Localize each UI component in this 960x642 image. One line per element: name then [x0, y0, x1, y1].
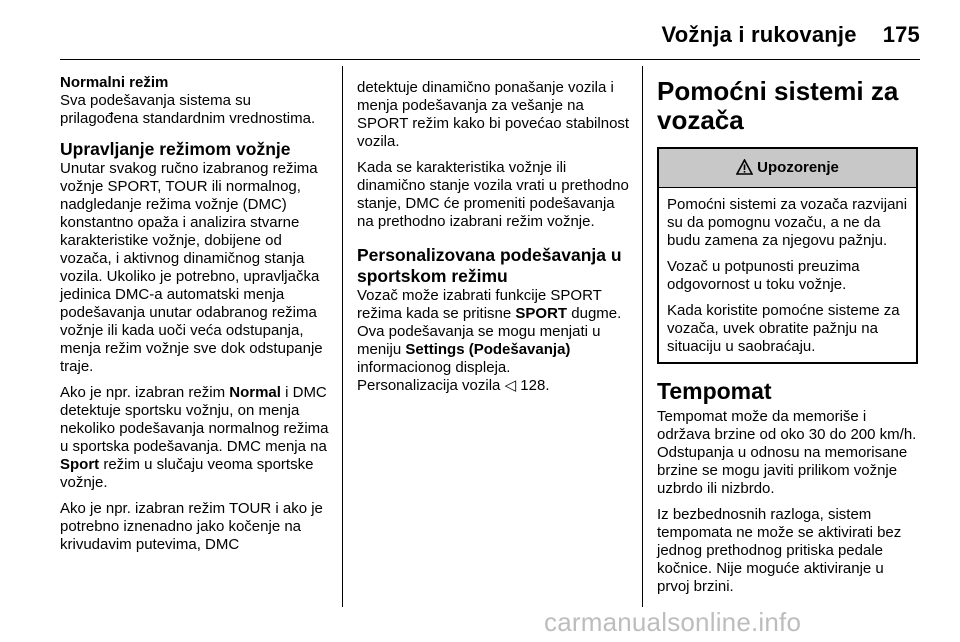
- warning-title: Upozorenje: [757, 159, 839, 176]
- page-number: 175: [882, 22, 920, 47]
- tempomat-paragraph-1: Tempomat može da memoriše i održava brzine od oko 30 do 200 km/h. Odstupanja u odnosu na memorisane brzine se mogu javiti prilikom vožnje uzbrdo ili nizbrdo.: [657, 408, 917, 497]
- warning-header: [659, 149, 916, 188]
- column-1: [60, 74, 332, 562]
- drive-mode-paragraph-1: Unutar svakog ručno izabranog režima vožnje SPORT, TOUR ili normalnog, nadgledanje režima vožnje (DMC) konstantno opaža i analizira stvarne karakteristike vožnje, dobijene od vozača, i aktivnog dinamičnog stanja vozila. Ukoliko je potrebno, upravljačka jedinica DMC-a automatski menja podešavanja unutar odabranog režima vožnje ili kada uoči veća odstupanja, menja režim vožnje sve dok odstupanje traje.: [60, 160, 323, 375]
- text-run: Personalizacija vozila: [357, 377, 505, 394]
- drive-mode-paragraph-2: [60, 384, 332, 492]
- warning-triangle-icon: [736, 159, 753, 175]
- personalized-settings-paragraph: [357, 287, 632, 377]
- text-run: i DMC detektuje sportsku vožnju, on menja nekoliko podešavanja normalnog režima u sportska podešavanja. DMC menja na: [60, 384, 329, 455]
- column-2: [357, 79, 632, 403]
- text-run: Vozač može izabrati funkcije SPORT režima kada se pritisne: [357, 287, 602, 322]
- vehicle-personalization-reference: [357, 377, 632, 395]
- tempomat-paragraph-2: Iz bezbednosnih razloga, sistem tempomata ne može se aktivirati bez jednog prethodnog pritiska pedale kočnice. Nije moguće aktiviranje u prvoj brzini.: [657, 506, 902, 595]
- sport-button-label: SPORT: [515, 305, 568, 322]
- page-reference-icon: ◁: [504, 377, 517, 394]
- column-2-paragraph-1: detektuje dinamično ponašanje vozila i menja podešavanja za vešanje na SPORT režim kako bi povećao stabilnost vozila.: [357, 79, 630, 150]
- drive-mode-paragraph-3: Ako je npr. izabran režim TOUR i ako je potrebno iznenadno jako kočenje na krivudavim putevima, DMC: [60, 500, 323, 553]
- page-header: [662, 22, 920, 48]
- header-divider: [60, 59, 920, 60]
- column-2-paragraph-2: Kada se karakteristika vožnje ili dinamično stanje vozila vrati u prethodno stanje, DMC će promeniti podešavanja na prethodno izabrani režim vožnje.: [357, 159, 629, 230]
- page-title: Vožnja i rukovanje: [661, 22, 857, 47]
- warning-paragraph-1: Pomoćni sistemi za vozača razvijani su da pomognu vozaču, a ne da budu zamena za njegovu pažnju.: [667, 196, 908, 249]
- watermark: carmanualsonline.info: [544, 607, 802, 637]
- settings-menu-label: Settings (Podešavanja): [405, 341, 571, 358]
- drive-mode-heading: Upravljanje režimom vožnje: [60, 139, 291, 159]
- driver-assistance-heading: Pomoćni sistemi za vozača: [657, 76, 899, 135]
- sport-mode-label: Sport: [60, 456, 100, 473]
- page-reference-number: 128.: [516, 377, 550, 394]
- personalized-settings-heading: Personalizovana podešavanja u sportskom režimu: [357, 245, 622, 286]
- column-divider-1: [342, 66, 343, 607]
- normal-mode-heading: Normalni režim: [60, 74, 169, 91]
- text-run: dugme. Ova podešavanja se mogu menjati u meniju: [357, 305, 622, 358]
- warning-paragraph-2: Vozač u potpunosti preuzima odgovornost u toku vožnje.: [667, 258, 860, 293]
- column-divider-2: [642, 66, 643, 607]
- text-run: Ako je npr. izabran režim: [60, 384, 230, 401]
- warning-paragraph-3: Kada koristite pomoćne sisteme za vozača, uvek obratite pažnju na situaciju u saobraćaju.: [667, 302, 900, 355]
- tempomat-heading: Tempomat: [657, 378, 772, 404]
- normal-mode-text: Sva podešavanja sistema su prilagođena standardnim vrednostima.: [60, 92, 316, 127]
- column-3: [657, 77, 920, 604]
- warning-body: [659, 188, 916, 362]
- text-run: režim u slučaju veoma sportske vožnje.: [60, 456, 314, 491]
- normal-mode-label: Normal: [229, 384, 281, 401]
- warning-box: [657, 147, 918, 364]
- text-run: informacionog displeja.: [357, 359, 511, 376]
